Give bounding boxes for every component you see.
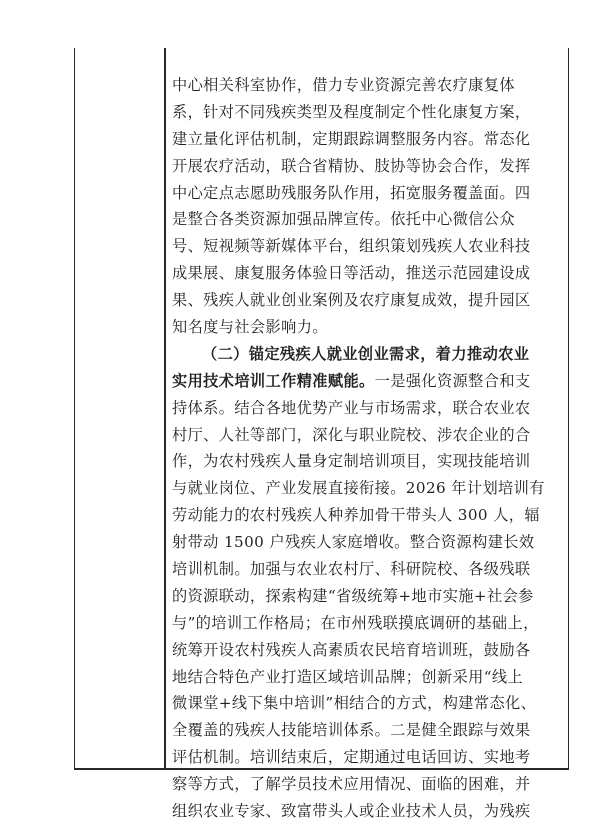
text-line: [172, 448, 548, 475]
body-text: 微课堂+线下集中培训”相结合的方式，构建常态化、: [172, 694, 537, 713]
text-line: [172, 180, 548, 207]
text-line: [172, 583, 548, 610]
body-text: 组织农业专家、致富带头人或企业技术人员，为残疾: [172, 802, 531, 821]
bold-heading-text: （二）锚定残疾人就业创业需求，着力推动农业: [202, 344, 530, 363]
body-text: 作，为农村残疾人量身定制培训项目，实现技能培训: [172, 452, 531, 471]
body-text: 建立量化评估机制，定期跟踪调整服务内容。常态化: [172, 129, 531, 148]
text-line: [172, 395, 548, 422]
body-text: 察等方式，了解学员技术应用情况、面临的困难，并: [172, 775, 531, 794]
document-body: [172, 72, 548, 825]
body-text: 知名度与社会影响力。: [172, 318, 328, 337]
body-text: 与”的培训工作格局；在市州残联摸底调研的基础上，: [172, 613, 539, 632]
body-text: 评估机制。培训结束后，定期通过电话回访、实地考: [172, 748, 531, 767]
text-line: [172, 233, 548, 260]
body-text: 持体系。结合各地优势产业与市场需求，联合农业农: [172, 398, 531, 417]
text-line: [172, 206, 548, 233]
text-line: [172, 502, 548, 529]
body-text: 射带动 1500 户残疾人家庭增收。整合资源构建长效: [172, 533, 535, 552]
body-text: 开展农疗活动，联合省精协、肢协等协会合作，发挥: [172, 156, 531, 175]
body-text: 系，针对不同残疾类型及程度制定个性化康复方案，: [172, 102, 531, 121]
body-text: 的资源联动，探索构建“省级统筹+地市实施+社会参: [172, 586, 534, 605]
body-text: 一是强化资源整合和支: [374, 371, 531, 390]
text-line: [172, 529, 548, 556]
body-text: 果、残疾人就业创业案例及农疗康复成效，提升园区: [172, 291, 531, 310]
body-text: 全覆盖的残疾人技能培训体系。二是健全跟踪与效果: [172, 721, 531, 740]
body-text: 与就业岗位、产业发展直接衔接。2026 年计划培训有: [172, 479, 545, 498]
text-line: [172, 153, 548, 180]
text-line: [172, 664, 548, 691]
body-text: 村厅、人社等部门，深化与职业院校、涉农企业的合: [172, 425, 531, 444]
text-line: [172, 126, 548, 153]
body-text: 成果展、康复服务体验日等活动，推送示范园建设成: [172, 264, 531, 283]
body-text: 培训机制。加强与农业农村厅、科研院校、各级残联: [172, 560, 531, 579]
body-text: 中心相关科室协作，借力专业资源完善农疗康复体: [172, 76, 515, 94]
text-line: [172, 610, 548, 637]
column-divider: [164, 48, 166, 768]
body-text: 统筹开设农村残疾人高素质农民培育培训班，鼓励各: [172, 640, 531, 659]
body-text: 是整合各类资源加强品牌宣传。依托中心微信公众: [172, 210, 515, 229]
text-line: [172, 287, 548, 314]
text-line: [172, 717, 548, 744]
text-line: [172, 99, 548, 126]
body-text: 号、短视频等新媒体平台，组织策划残疾人农业科技: [172, 237, 531, 256]
text-line: [172, 744, 548, 771]
text-line: [172, 475, 548, 502]
text-line: [172, 637, 548, 664]
bold-heading-text: 实用技术培训工作精准赋能。: [172, 371, 375, 390]
text-line: [172, 690, 548, 717]
text-line: [172, 72, 548, 99]
text-line: [172, 260, 548, 287]
text-line: [172, 314, 548, 341]
text-line: [172, 771, 548, 798]
text-line: [172, 798, 548, 825]
text-line: [172, 368, 548, 395]
text-line: [172, 556, 548, 583]
text-line: [172, 422, 548, 449]
body-text: 地结合特色产业打造区域培训品牌；创新采用“线上: [172, 667, 524, 686]
body-text: 中心定点志愿助残服务队作用，拓宽服务覆盖面。四: [172, 183, 531, 202]
body-text: 劳动能力的农村残疾人种养加骨干带头人 300 人，辐: [172, 506, 540, 525]
text-line: [172, 341, 548, 368]
